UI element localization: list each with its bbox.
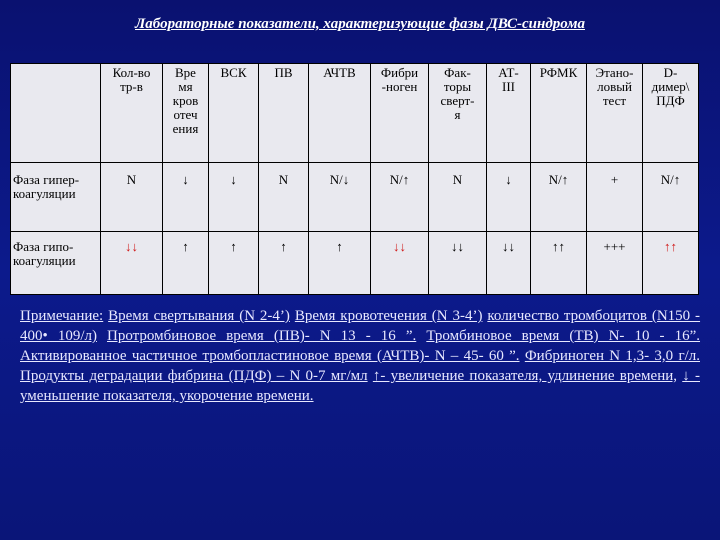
table-cell: ↑ [309, 232, 371, 295]
column-header: ВСК [209, 64, 259, 163]
column-header: АЧТВ [309, 64, 371, 163]
table-cell: ↓↓ [487, 232, 531, 295]
column-header: D- димер\ ПДФ [643, 64, 699, 163]
table-cell: ↑↑ [531, 232, 587, 295]
column-header: РФМК [531, 64, 587, 163]
column-header: Вре мя кров отеч ения [163, 64, 209, 163]
note-text: Продукты деградации фибрина (ПДФ) – N 0-7 мг/мл [20, 368, 368, 384]
table-cell: ↓ [487, 163, 531, 232]
note-text: ↓ - уменьшение показателя, укорочение времени. [20, 368, 700, 404]
table-cell: N/↑ [371, 163, 429, 232]
note-text: Активированное частичное тромбопластиновое время (АЧТВ)- N – 45- 60 ”. [20, 348, 520, 364]
column-header: Кол-во тр-в [101, 64, 163, 163]
table-row [11, 232, 699, 295]
note-text [97, 328, 107, 344]
table-cell: N [101, 163, 163, 232]
table-cell: ↑ [163, 232, 209, 295]
table-cell: ↓↓ [429, 232, 487, 295]
row-label: Фаза гипер- коагуляции [11, 163, 101, 232]
note-text: Фибриноген N 1,3- 3,0 г/л. [524, 348, 700, 364]
table-row [11, 163, 699, 232]
lab-table [10, 63, 699, 295]
table-header-row [11, 64, 699, 163]
table-cell: + [587, 163, 643, 232]
table-cell: ↑ [209, 232, 259, 295]
note-text: количество тромбоцитов (N150 - 400• 109/л) [20, 308, 701, 344]
table-cell: N [259, 163, 309, 232]
column-header: Этано- ловый тест [587, 64, 643, 163]
table-cell: N/↓ [309, 163, 371, 232]
table-cell: ↓↓ [371, 232, 429, 295]
table-cell: N [429, 163, 487, 232]
table-cell: ↑↑ [643, 232, 699, 295]
table-cell: ↓↓ [101, 232, 163, 295]
column-header [11, 64, 101, 163]
note-text: Время кровотечения (N 3-4’) [294, 308, 483, 324]
table-cell: ↑ [259, 232, 309, 295]
table-cell: N/↑ [643, 163, 699, 232]
slide-title: Лабораторные показатели, характеризующие фазы ДВС-синдрома [135, 16, 585, 32]
note-text: Время свертывания (N 2-4’) [108, 308, 290, 324]
note-text [416, 328, 426, 344]
footnote [20, 306, 700, 406]
note-text: Тромбиновое время (ТВ) N- 10 - 16”. [426, 328, 701, 344]
column-header: Фибри -ноген [371, 64, 429, 163]
note-text: ↑- увеличение показателя, удлинение времени, [372, 368, 677, 384]
table-cell: ↓ [163, 163, 209, 232]
note-text: Примечание: [20, 308, 104, 324]
row-label: Фаза гипо- коагуляции [11, 232, 101, 295]
column-header: АТ- III [487, 64, 531, 163]
table-cell: +++ [587, 232, 643, 295]
column-header: Фак- торы сверт- я [429, 64, 487, 163]
note-text: Протромбиновое время (ПВ)- N 13 - 16 ”. [107, 328, 417, 344]
table-cell: N/↑ [531, 163, 587, 232]
table-cell: ↓ [209, 163, 259, 232]
column-header: ПВ [259, 64, 309, 163]
